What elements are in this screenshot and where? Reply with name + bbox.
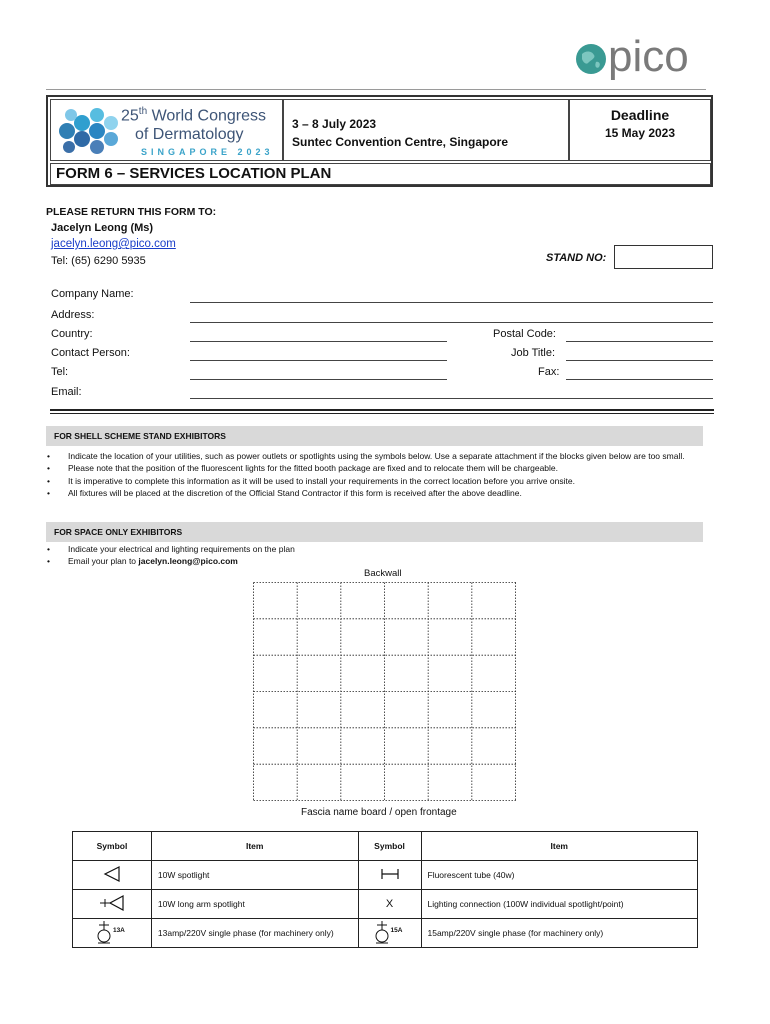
header-box — [46, 95, 713, 187]
event-info-cell — [283, 99, 569, 161]
symbol-cell — [358, 919, 421, 948]
postal-code-field[interactable] — [566, 341, 713, 342]
fax-label: Fax: — [538, 366, 560, 378]
congress-name-line2: of Dermatology — [135, 126, 244, 143]
logo-text: pico — [608, 32, 689, 81]
list-item: • Indicate the location of your utilities, such as power outlets or spotlights using the symbols below. Use a separate attachment if the blocks given below are too small. — [46, 450, 706, 462]
backwall-label: Backwall — [364, 568, 402, 579]
return-label: PLEASE RETURN THIS FORM TO: — [46, 206, 217, 218]
section-divider-thin — [50, 413, 714, 414]
job-title-field[interactable] — [566, 360, 713, 361]
header-item-2: Item — [421, 832, 698, 861]
symbol-cell — [73, 919, 152, 948]
pico-logo — [572, 32, 702, 86]
contact-name: Jacelyn Leong (Ms) — [51, 222, 154, 234]
fascia-label: Fascia name board / open frontage — [301, 807, 457, 818]
fax-field[interactable] — [566, 379, 713, 380]
space-only-email[interactable]: jacelyn.leong@pico.com — [138, 556, 238, 567]
event-venue: Suntec Convention Centre, Singapore — [292, 135, 509, 149]
address-label: Address: — [51, 309, 95, 321]
email-label: Email: — [51, 386, 82, 398]
header-symbol-2: Symbol — [358, 832, 421, 861]
congress-name-line1: 25th World Congress — [121, 106, 266, 125]
socket-13a-icon: 13A — [94, 920, 130, 944]
shell-scheme-bullets — [46, 450, 706, 499]
tel-label: Tel: — [51, 366, 69, 378]
space-only-bullets — [46, 543, 706, 568]
tel-field[interactable] — [190, 379, 447, 380]
list-item: • Indicate your electrical and lighting requirements on the plan — [46, 543, 706, 555]
symbol-cell — [358, 861, 421, 890]
country-field[interactable] — [190, 341, 447, 342]
spotlight-icon — [102, 866, 122, 882]
job-title-label: Job Title: — [511, 347, 556, 359]
hexagon-cluster-icon — [55, 103, 123, 159]
symbol-cell — [73, 890, 152, 919]
item-cell: Fluorescent tube (40w) — [421, 861, 698, 890]
deadline-cell — [569, 99, 711, 161]
email-field[interactable] — [190, 398, 713, 399]
table-row — [73, 861, 698, 890]
table-header-row — [73, 832, 698, 861]
space-only-title: FOR SPACE ONLY EXHIBITORS — [54, 527, 183, 537]
table-row — [73, 919, 698, 948]
deadline-label: Deadline — [610, 107, 670, 123]
list-item: • Please note that the position of the fluorescent lights for the fitted booth package are fixed and to relocate them will be chargeable. — [46, 462, 706, 474]
shell-scheme-title: FOR SHELL SCHEME STAND EXHIBITORS — [54, 431, 226, 441]
list-item: • Email your plan to jacelyn.leong@pico.com — [46, 555, 706, 567]
list-item: • All fixtures will be placed at the discretion of the Official Stand Contractor if this form is received after the above deadline. — [46, 487, 706, 499]
form-title-row — [50, 163, 711, 185]
header-symbol: Symbol — [73, 832, 152, 861]
globe-icon — [574, 42, 608, 76]
space-only-section-header — [46, 522, 703, 542]
fluorescent-tube-icon — [380, 868, 400, 880]
postal-code-label: Postal Code: — [493, 328, 556, 340]
congress-logo-cell — [50, 99, 283, 161]
shell-scheme-section-header — [46, 426, 703, 446]
item-cell: Lighting connection (100W individual spotlight/point) — [421, 890, 698, 919]
socket-15a-icon: 15A — [372, 920, 408, 944]
contact-email-link[interactable]: jacelyn.leong@pico.com — [51, 238, 176, 250]
contact-person-field[interactable] — [190, 360, 447, 361]
x-mark-icon: X — [358, 890, 421, 919]
list-item: • It is imperative to complete this information as it will be used to install your requirements in the correct location before you arrive onsite. — [46, 475, 706, 487]
header-item: Item — [151, 832, 358, 861]
congress-city-year: SINGAPORE 2023 — [141, 147, 274, 157]
top-divider — [46, 89, 706, 90]
item-cell: 10W spotlight — [151, 861, 358, 890]
section-divider — [50, 409, 714, 411]
floor-plan-grid[interactable] — [253, 582, 517, 802]
table-row — [73, 890, 698, 919]
company-name-label: Company Name: — [51, 288, 134, 300]
contact-person-label: Contact Person: — [51, 347, 130, 359]
country-label: Country: — [51, 328, 93, 340]
symbol-cell — [73, 861, 152, 890]
item-cell: 13amp/220V single phase (for machinery only) — [151, 919, 358, 948]
long-arm-spotlight-icon — [99, 895, 125, 911]
symbol-table — [72, 831, 698, 948]
item-cell: 10W long arm spotlight — [151, 890, 358, 919]
item-cell: 15amp/220V single phase (for machinery only) — [421, 919, 698, 948]
contact-tel: Tel: (65) 6290 5935 — [51, 255, 146, 267]
deadline-date: 15 May 2023 — [604, 126, 676, 140]
address-field[interactable] — [190, 322, 713, 323]
company-name-field[interactable] — [190, 302, 713, 303]
event-dates: 3 – 8 July 2023 — [292, 117, 377, 131]
stand-no-label: STAND NO: — [546, 252, 607, 264]
form-title: FORM 6 – SERVICES LOCATION PLAN — [56, 165, 332, 182]
stand-no-field[interactable] — [614, 245, 713, 269]
